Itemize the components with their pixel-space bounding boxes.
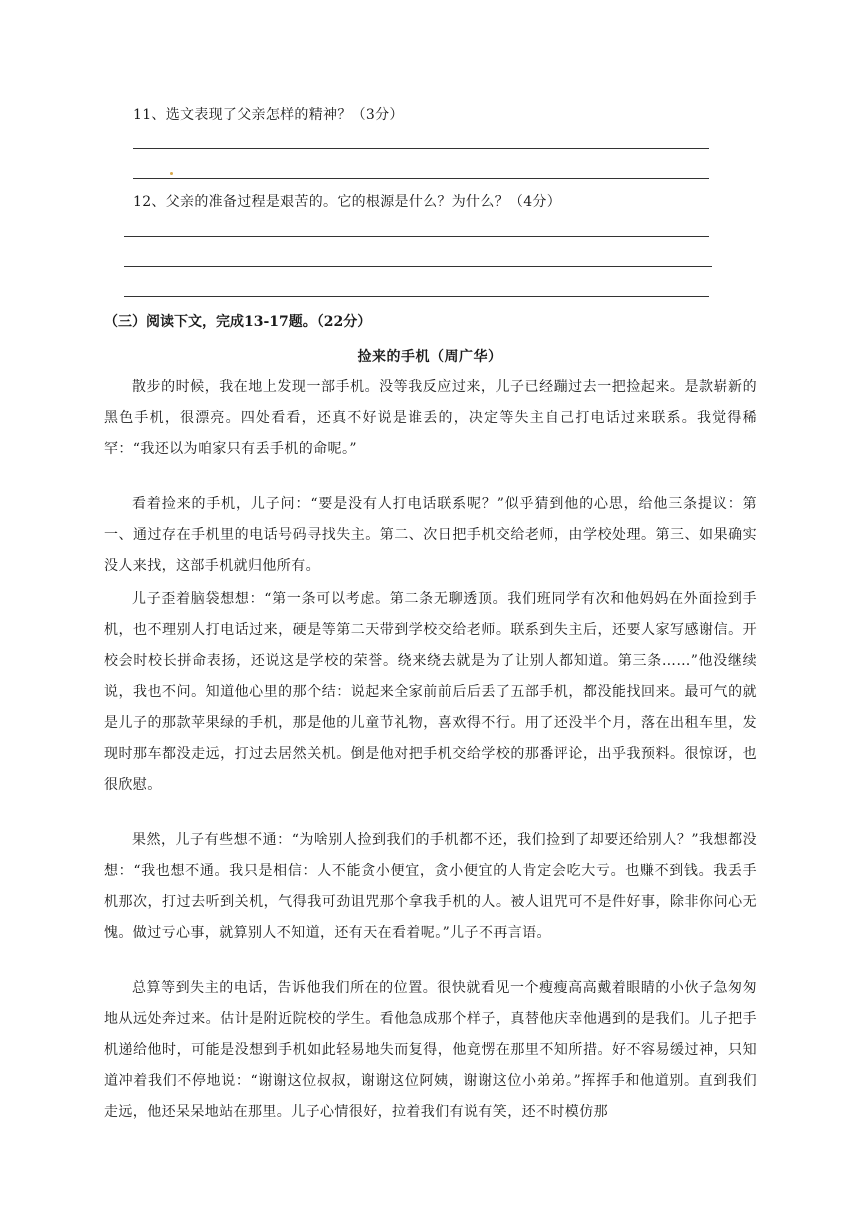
section-heading: （三）阅读下文，完成13-17题。（22分） — [104, 314, 372, 330]
question-11: 11、选文表现了父亲怎样的精神？（3分） — [133, 107, 404, 123]
answer-line — [124, 266, 712, 267]
ink-mark — [170, 172, 173, 175]
question-12: 12、父亲的准备过程是艰苦的。它的根源是什么？为什么？（4分） — [133, 194, 562, 210]
passage-paragraph: 果然，儿子有些想不通：“为啥别人捡到我们的手机都不还，我们捡到了却要还给别人？”我想都没想：“我也想不通。我只是相信：人不能贪小便宜，贪小便宜的人肯定会吃大亏。也赚不到钱。我丢手机那次，打过去听到关机，气得我可劲诅咒那个拿我手机的人。被人诅咒可不是件好事，除非你问心无愧。做过亏心事，就算别人不知道，还有天在看着呢。”儿子不再言语。 — [104, 832, 757, 941]
passage-title: 捡来的手机（周广华） — [357, 349, 503, 365]
passage-paragraph: 散步的时候，我在地上发现一部手机。没等我反应过来，儿子已经蹦过去一把捡起来。是款崭新的黑色手机，很漂亮。四处看看，还真不好说是谁丢的，决定等失主自己打电话过来联系。我觉得稀罕：“我还以为咱家只有丢手机的命呢。” — [104, 379, 757, 457]
answer-line — [124, 236, 709, 237]
passage-paragraph: 总算等到失主的电话，告诉他我们所在的位置。很快就看见一个瘦瘦高高戴着眼睛的小伙子急匆匆地从远处奔过来。估计是附近院校的学生。看他急成那个样子，真替他庆幸他遇到的是我们。儿子把手机递给他时，可能是没想到手机如此轻易地失而复得，他竟愣在那里不知所措。好不容易缓过神，只知道冲着我们不停地说：“谢谢这位叔叔，谢谢这位阿姨，谢谢这位小弟弟。”挥挥手和他道别。直到我们走远，他还呆呆地站在那里。儿子心情很好，拉着我们有说有笑，还不时模仿那 — [104, 980, 757, 1120]
answer-line — [133, 178, 709, 179]
answer-line — [133, 148, 709, 149]
passage-paragraph: 儿子歪着脑袋想想：“第一条可以考虑。第二条无聊透顶。我们班同学有次和他妈妈在外面捡到手机，也不理别人打电话过来，硬是等第二天带到学校交给老师。联系到失主后，还要人家写感谢信。开校会时校长拼命表扬，还说这是学校的荣誉。绕来绕去就是为了让别人都知道。第三条……”他没继续说，我也不问。知道他心里的那个结：说起来全家前前后后丢了五部手机，都没能找回来。最可气的就是儿子的那款苹果绿的手机，那是他的儿童节礼物，喜欢得不行。用了还没半个月，落在出租车里，发现时那车都没走远，打过去居然关机。倒是他对把手机交给学校的那番评论，出乎我预料。很惊讶，也很欣慰。 — [104, 591, 757, 793]
passage-paragraph: 看着捡来的手机，儿子问：“要是没有人打电话联系呢？”似乎猜到他的心思，给他三条提议：第一、通过存在手机里的电话号码寻找失主。第二、次日把手机交给老师，由学校处理。第三、如果确实没人来找，这部手机就归他所有。 — [104, 496, 757, 574]
answer-line — [124, 296, 709, 297]
